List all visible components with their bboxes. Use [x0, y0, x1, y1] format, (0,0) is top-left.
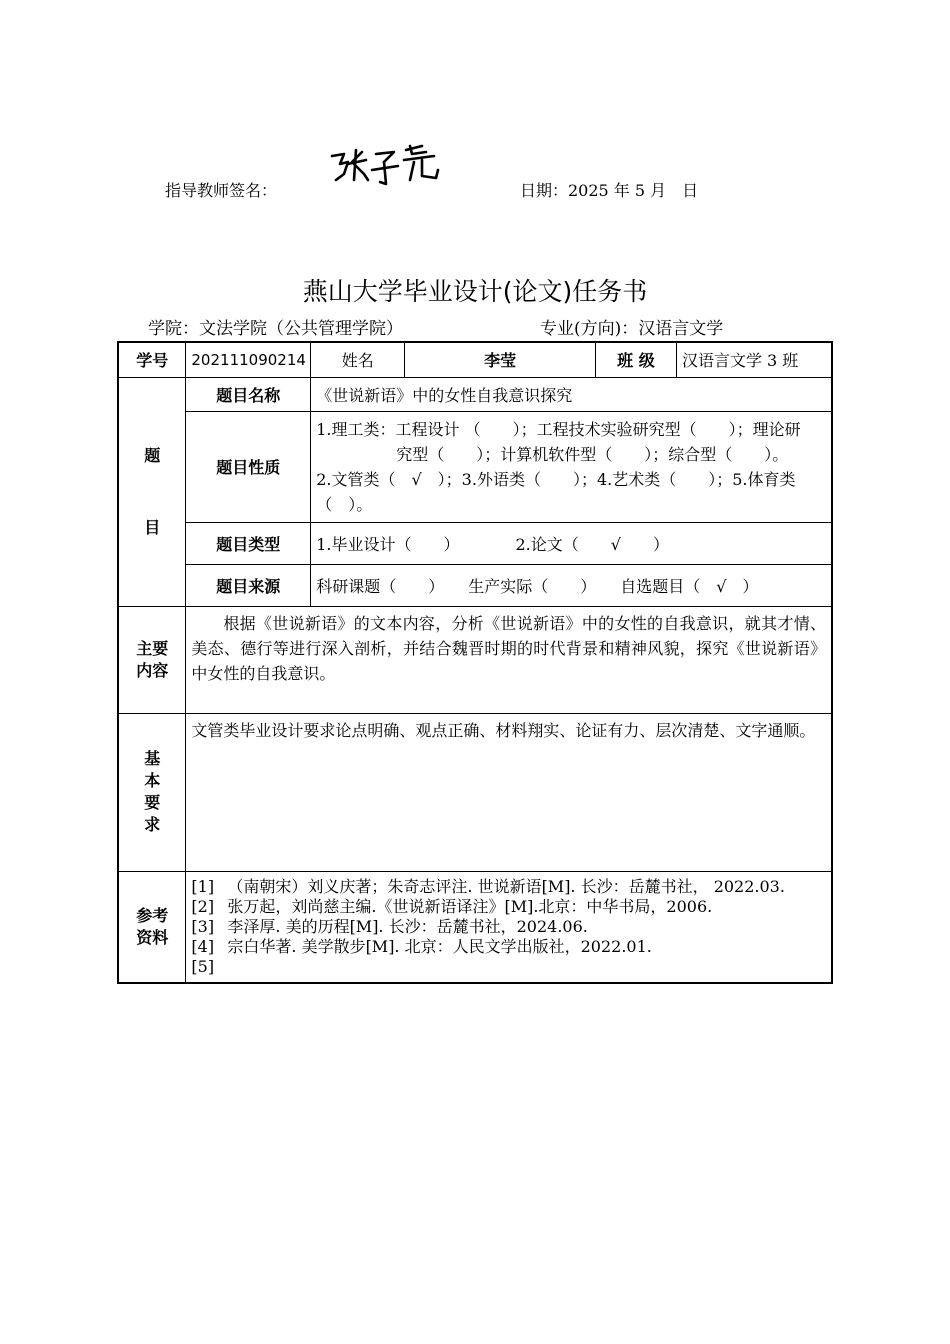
main-content-label-2: 内容 — [136, 660, 169, 680]
topic-name-value: 《世说新语》中的女性自我意识探究 — [311, 377, 832, 411]
basic-requirements-row — [118, 713, 832, 871]
task-table — [117, 341, 833, 984]
topic-type-label: 题目类型 — [186, 522, 311, 564]
references-label-2: 资料 — [136, 927, 169, 947]
topic-name-label: 题目名称 — [186, 377, 311, 411]
references-label-1: 参考 — [136, 905, 169, 925]
reference-item: [1] （南朝宋）刘义庆著；朱奇志评注. 世说新语[M]. 长沙：岳麓书社， 2022.03. — [191, 876, 785, 896]
student-id-label: 学号 — [118, 342, 186, 377]
name-value: 李莹 — [405, 342, 596, 377]
reference-item: [3] 李泽厚. 美的历程[M]. 长沙：岳麓书社，2024.06. — [191, 916, 588, 936]
main-content-row — [118, 606, 832, 713]
topic-nature-line: 2.文管类（ √ ）；3.外语类（ ）；4.艺术类（ ）；5.体育类 — [316, 469, 796, 489]
student-id-value: 202111090214 — [186, 342, 311, 377]
main-content-label — [118, 606, 186, 713]
main-content-value — [186, 606, 832, 713]
topic-source-row — [118, 564, 832, 606]
topic-nature-value — [311, 411, 832, 522]
class-label: 班 级 — [595, 342, 676, 377]
major-field: 专业(方向)：汉语言文学 — [540, 319, 724, 339]
basic-requirements-label — [118, 713, 186, 871]
references-label — [118, 871, 186, 983]
topic-source-value: 科研课题（ ） 生产实际（ ） 自选题目（ √ ） — [311, 564, 832, 606]
document-title: 燕山大学毕业设计(论文)任务书 — [302, 277, 648, 306]
college-field: 学院：文法学院（公共管理学院） — [148, 319, 403, 339]
main-content-label-1: 主要 — [136, 638, 169, 658]
advisor-signature-label: 指导教师签名： — [165, 181, 278, 200]
topic-section-label-2: 目 — [144, 517, 161, 537]
basic-req-char: 本 — [144, 771, 161, 790]
topic-nature-line: 1.理工类：工程设计 （ ）；工程技术实验研究型（ ）；理论研 — [316, 419, 801, 439]
reference-item: [5] — [191, 956, 215, 976]
topic-nature-row — [118, 411, 832, 522]
basic-req-char: 求 — [144, 815, 161, 834]
signature-date: 日期：2025 年 5 月 日 — [520, 181, 699, 200]
topic-section-label-1: 题 — [144, 445, 161, 465]
student-info-row — [118, 342, 832, 377]
topic-type-value: 1.毕业设计（ ） 2.论文（ √ ） — [311, 522, 832, 564]
name-label: 姓名 — [311, 342, 405, 377]
topic-type-row — [118, 522, 832, 564]
basic-requirements-value: 文管类毕业设计要求论点明确、观点正确、材料翔实、论证有力、层次清楚、文字通顺。 — [186, 713, 832, 871]
references-list — [186, 871, 832, 983]
reference-item: [2] 张万起，刘尚慈主编.《世说新语译注》[M].北京：中华书局，2006. — [191, 896, 713, 916]
topic-nature-label: 题目性质 — [186, 411, 311, 522]
topic-section-label — [118, 377, 186, 606]
reference-item: [4] 宗白华著. 美学散步[M]. 北京：人民文学出版社，2022.01. — [191, 936, 652, 956]
topic-nature-line: 究型（ ）；计算机软件型（ ）；综合型（ ）。 — [396, 444, 789, 464]
references-row — [118, 871, 832, 983]
class-value: 汉语言文学 3 班 — [676, 342, 832, 377]
topic-name-row — [118, 377, 832, 411]
handwritten-signature — [326, 140, 446, 194]
basic-req-char: 基 — [144, 749, 161, 768]
basic-req-char: 要 — [144, 793, 161, 812]
topic-nature-line: （ ）。 — [316, 494, 373, 514]
topic-source-label: 题目来源 — [186, 564, 311, 606]
main-content-text: 根据《世说新语》的文本内容，分析《世说新语》中的女性的自我意识，就其才情、美态、德行等进行深入剖析，并结合魏晋时期的时代背景和精神风貌，探究《世说新语》中女性的自我意识。 — [191, 613, 826, 683]
